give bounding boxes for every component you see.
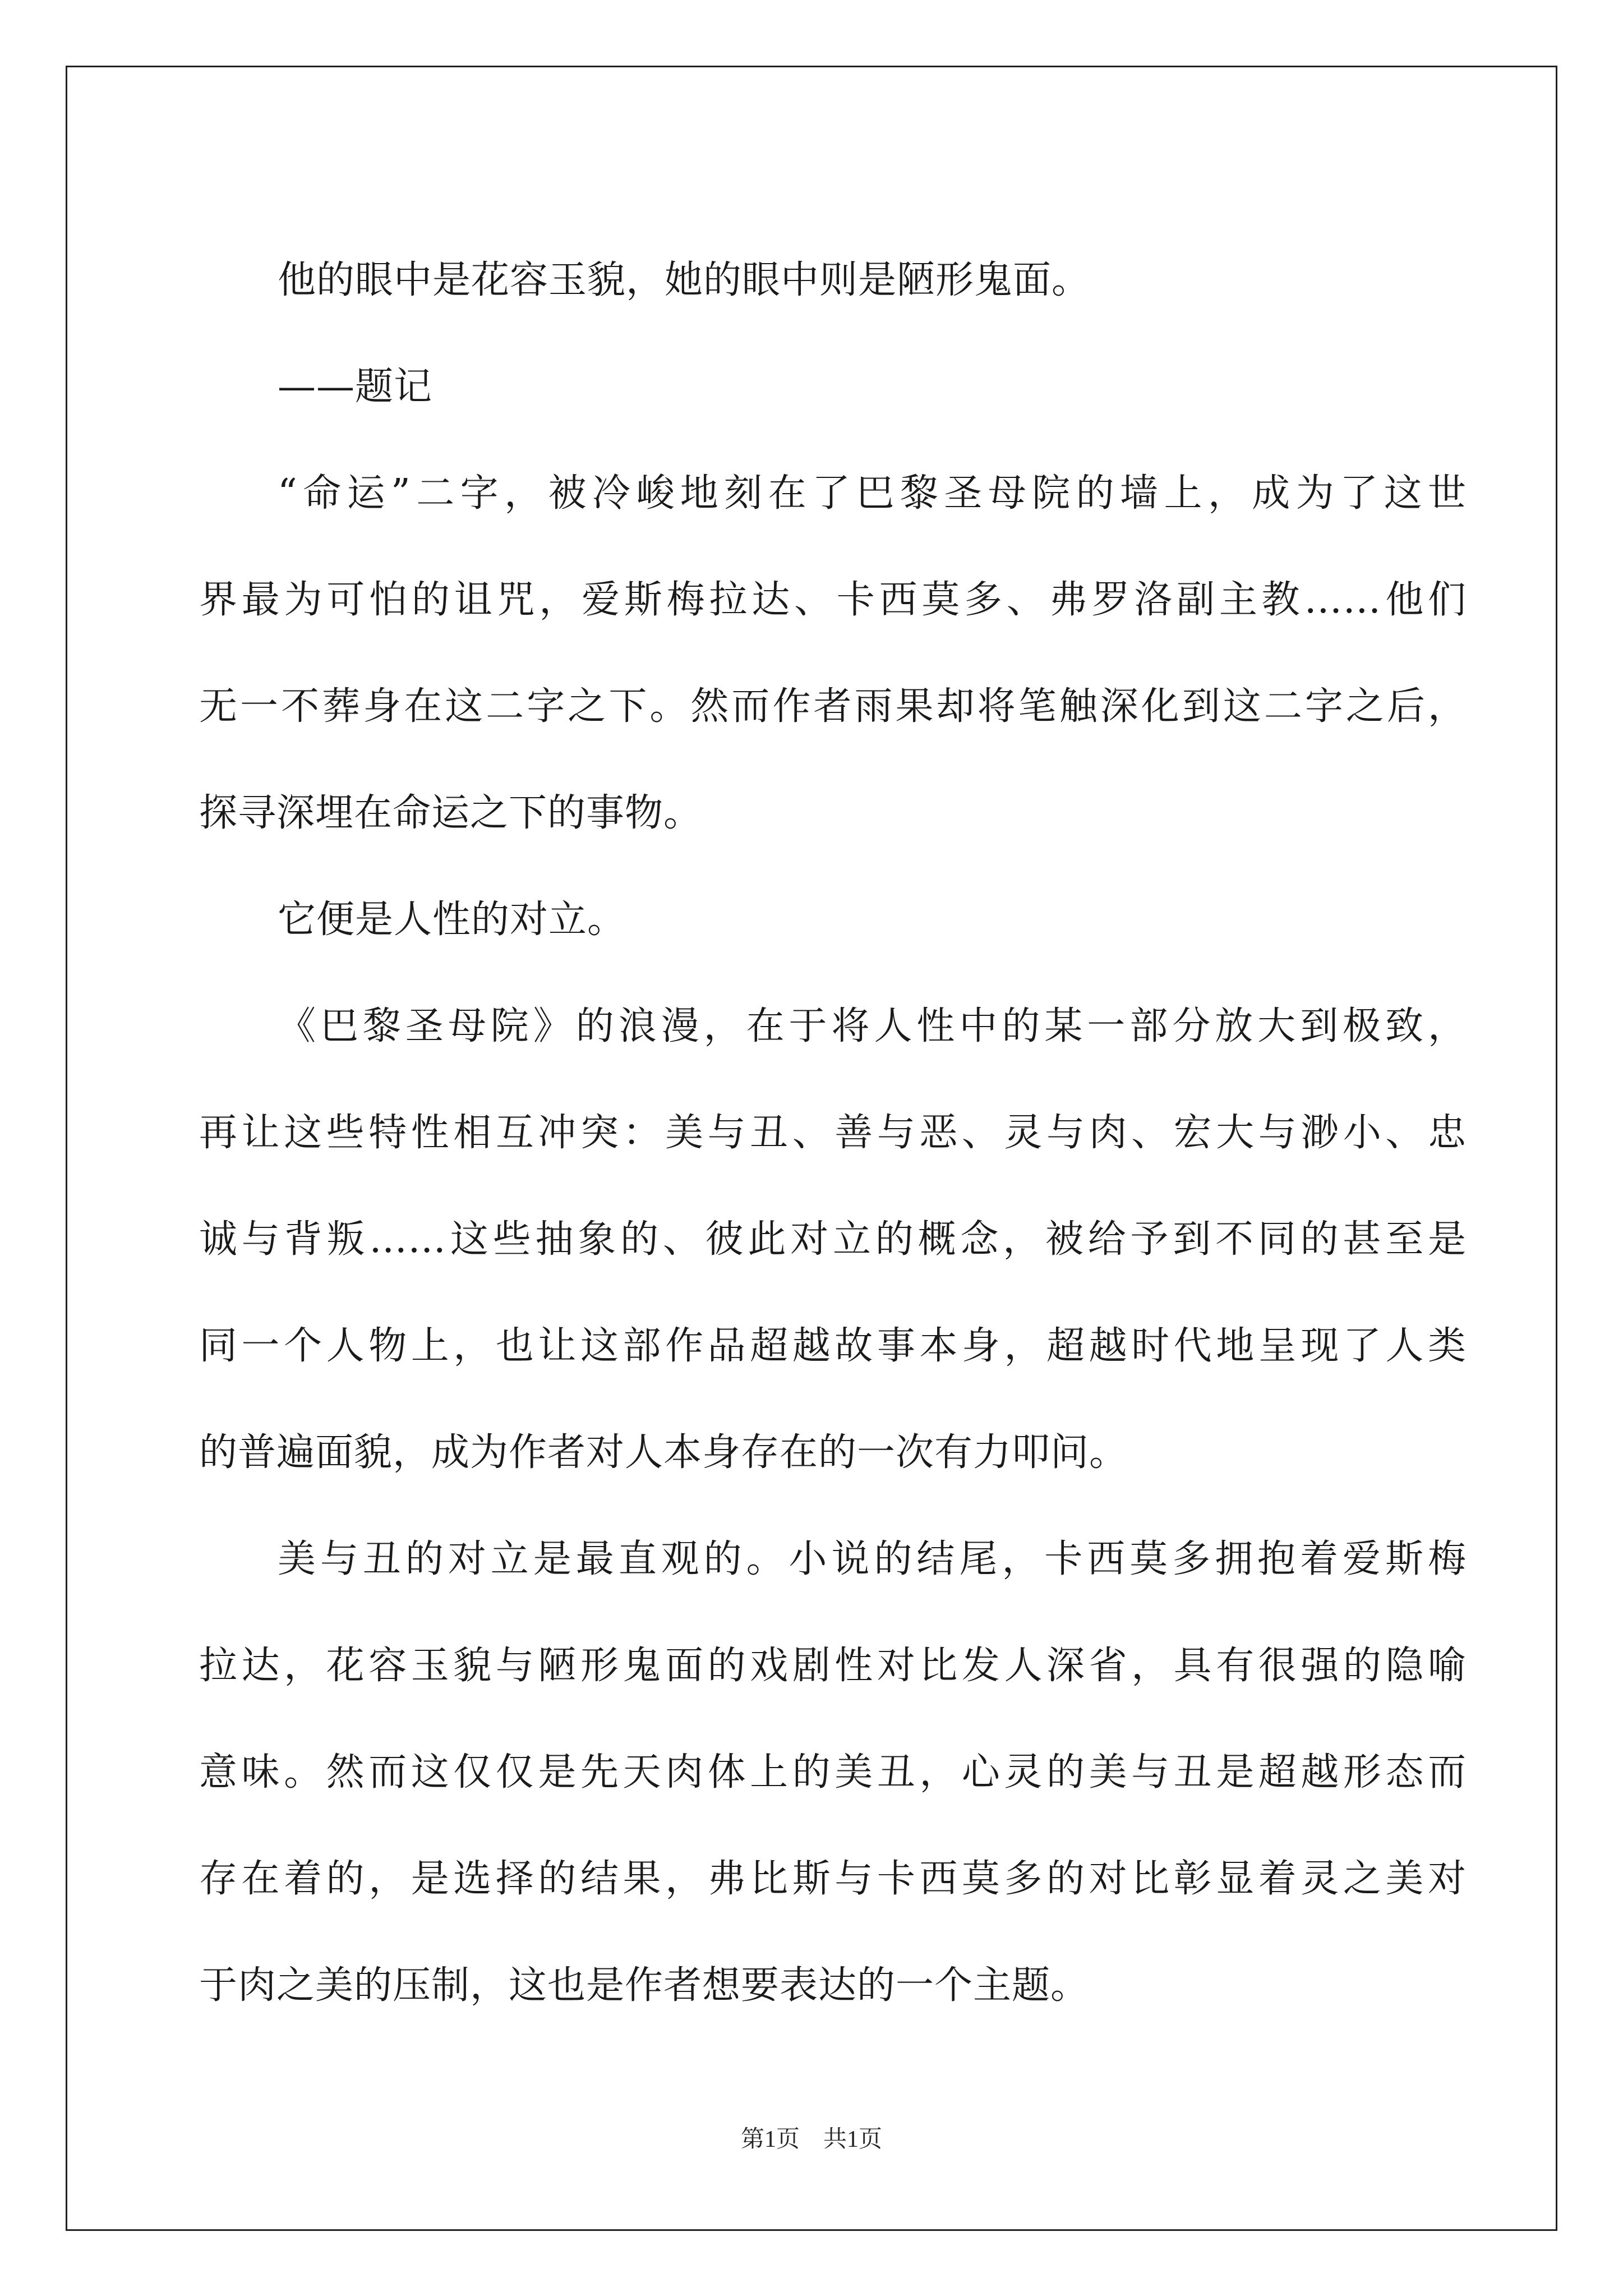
paragraph-line: 意味。然而这仅仅是先天肉体上的美丑，心灵的美与丑是超越形态而 xyxy=(199,1750,1467,1795)
paragraph-line: 探寻深埋在命运之下的事物。 xyxy=(199,791,703,835)
paragraph-line: 无一不葬身在这二字之下。然而作者雨果却将笔触深化到这二字之后， xyxy=(199,684,1467,729)
paragraph-line: 同一个人物上，也让这部作品超越故事本身，超越时代地呈现了人类 xyxy=(199,1324,1467,1368)
paragraph-line: 《巴黎圣母院》的浪漫，在于将人性中的某一部分放大到极致， xyxy=(278,1004,1467,1048)
document-body xyxy=(199,227,1467,2039)
paragraph-line: 美与丑的对立是最直观的。小说的结尾，卡西莫多拥抱着爱斯梅 xyxy=(278,1537,1467,1581)
paragraph-line: 诚与背叛……这些抽象的、彼此对立的概念，被给予到不同的甚至是 xyxy=(199,1217,1467,1262)
page-number-footer: 第1页 共1页 xyxy=(740,2127,882,2152)
paragraph-line: 再让这些特性相互冲突：美与丑、善与恶、灵与肉、宏大与渺小、忠 xyxy=(199,1111,1467,1155)
paragraph-line: 拉达，花容玉貌与陋形鬼面的戏剧性对比发人深省，具有很强的隐喻 xyxy=(199,1644,1467,1688)
paragraph-line: 它便是人性的对立。 xyxy=(278,898,626,942)
paragraph-line: 存在着的，是选择的结果，弗比斯与卡西莫多的对比彰显着灵之美对 xyxy=(199,1857,1467,1901)
paragraph-line: 于肉之美的压制，这也是作者想要表达的一个主题。 xyxy=(199,1963,1090,2008)
paragraph-line: 的普遍面貌，成为作者对人本身存在的一次有力叩问。 xyxy=(199,1430,1128,1475)
epigraph-line: 他的眼中是花容玉貌，她的眼中则是陋形鬼面。 xyxy=(278,258,1091,302)
paragraph-line: 界最为可怕的诅咒，爱斯梅拉达、卡西莫多、弗罗洛副主教……他们 xyxy=(199,578,1467,622)
epigraph-attribution: ——题记 xyxy=(278,365,433,409)
paragraph-line: “命运”二字，被冷峻地刻在了巴黎圣母院的墙上，成为了这世 xyxy=(278,471,1467,516)
